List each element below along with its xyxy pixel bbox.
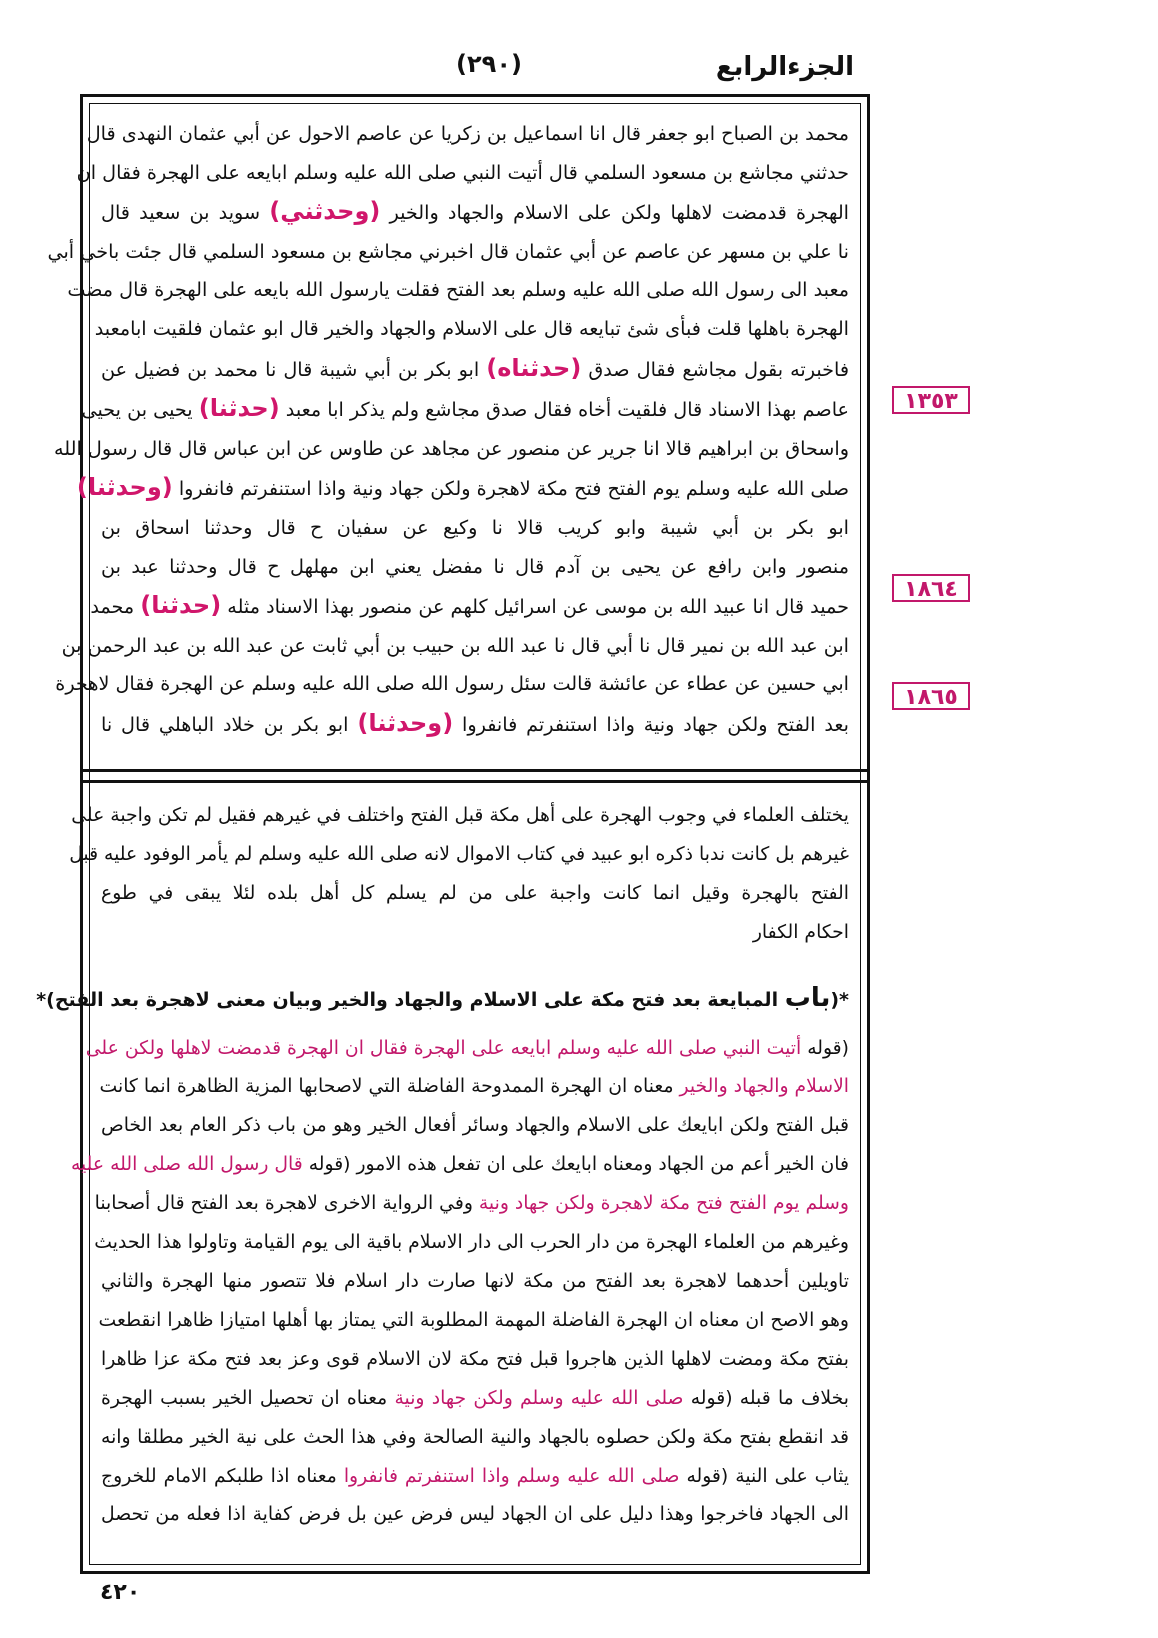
isnad-marker: (وحدثنا) [357, 708, 454, 737]
hadith-line [76, 154, 849, 193]
text-segment: تاويلين أحدهما لاهجرة بعد الفتح من مكة لانها صارت دار اسلام فلا تتصور منها الهجرة والثاني [101, 1270, 849, 1292]
text-segment: ابي حسين عن عطاء عن عائشة قالت سئل رسول الله صلى الله عليه وسلم عن الهجرة فقال لاهجرة [55, 672, 849, 696]
text-segment: ابو بكر بن أبي شيبة قال نا محمد بن فضيل عن [101, 357, 487, 381]
text-segment: فاخبرته بقول مجاشع فقال صدق [581, 357, 850, 381]
quoted-lemma: وسلم يوم الفتح فتح مكة لاهجرة ولكن جهاد ونية [478, 1193, 849, 1215]
hadith-line [67, 271, 849, 310]
commentary-line [101, 1341, 849, 1380]
chapter-title: *(باب المبايعة بعد فتح مكة على الاسلام والجهاد والخير وبيان معنى لاهجرة بعد الفتح)* [36, 982, 849, 1013]
text-segment: وفي الرواية الاخرى لاهجرة بعد الفتح قال أصحابنا [94, 1193, 479, 1215]
text-segment: عاصم بهذا الاسناد قال فلقيت أخاه فقال صدق مجاشع ولم يذكر ابا معبد [279, 398, 849, 422]
text-segment: بعد الفتح ولكن جهاد ونية واذا استنفرتم فانفروا [453, 712, 849, 736]
text-segment: صلى الله عليه وسلم يوم الفتح فتح مكة لاهجرة ولكن جهاد ونية واذا استنفرتم فانفروا [172, 477, 849, 501]
text-segment: ابن عبد الله بن نمير قال نا أبي قال نا عبد الله بن حبيب بن أبي ثابت عن عبد الله بن عبد الرحمن بن [61, 633, 849, 657]
chapter-title-text: المبايعة بعد فتح مكة على الاسلام والجهاد والخير وبيان معنى لاهجرة بعد الفتح [54, 988, 779, 1011]
text-segment: فان الخير أعم من الجهاد ومعناه ابايعك على ان تفعل هذه الامور (قوله [302, 1154, 849, 1176]
commentary-intro-line: الفتح بالهجرة وقيل انما كانت واجبة على من لم يسلم كل أهل بلده لئلا يبقى في طوع [101, 882, 849, 904]
hadith-line [101, 349, 849, 390]
hadith-text-block [47, 115, 850, 745]
hadith-line [101, 509, 849, 548]
hadith-line [61, 627, 849, 666]
hadith-line [90, 586, 849, 627]
hadith-line [86, 115, 849, 154]
text-segment: منصور وابن رافع عن يحيى بن آدم قال نا مفضل يعني ابن مهلهل ح قال وحدثنا عبد بن [101, 554, 849, 578]
text-segment: بخلاف ما قبله (قوله [683, 1387, 849, 1409]
commentary-block [36, 797, 849, 1535]
commentary-line [101, 1496, 849, 1535]
text-segment: معناه اذا طلبكم الامام للخروج [101, 1465, 344, 1487]
quoted-lemma: أتيت النبي صلى الله عليه وسلم ابايعه على الهجرة فقال ان الهجرة قدمضت لاهلها ولكن على [85, 1037, 802, 1059]
isnad-marker: (حدثنا) [140, 591, 222, 620]
text-segment: الهجرة باهلها قلت فبأى شئ تبايعه قال على الاسلام والجهاد والخير قال ابو عثمان فلقيت ابامعبد [94, 316, 849, 340]
text-segment: (قوله [801, 1037, 849, 1059]
text-segment: حميد قال انا عبيد الله بن موسى عن اسرائيل كلهم عن منصور بهذا الاسناد مثله [221, 595, 849, 619]
text-segment: حدثني مجاشع بن مسعود السلمي قال أتيت النبي صلى الله عليه وسلم ابايعه على الهجرة فقال ان [76, 160, 849, 184]
isnad-marker: (وحدثنا) [76, 473, 173, 502]
commentary-intro [69, 797, 849, 953]
commentary-line [101, 1419, 849, 1458]
text-segment: واسحاق بن ابراهيم قالا انا جرير عن منصور عن مجاهد عن طاوس عن ابن عباس قال قال رسول الله [54, 436, 849, 460]
commentary-line [94, 1185, 849, 1224]
quoted-lemma: قال رسول الله صلى الله عليه [70, 1154, 303, 1176]
quoted-lemma: صلى الله عليه وسلم ولكن جهاد ونية [394, 1387, 684, 1409]
text-segment: محمد بن الصباح ابو جعفر قال انا اسماعيل بن زكريا عن عاصم الاحول عن أبي عثمان النهدى قال [86, 122, 849, 145]
hadith-line [101, 704, 849, 745]
commentary-line [98, 1302, 849, 1341]
hadith-line [101, 548, 849, 587]
text-segment: وغيرهم من العلماء الهجرة من دار الحرب الى دار الاسلام باقية الى يوم القيامة وتاولوا هذا الحديث [94, 1232, 849, 1254]
text-segment: قبل الفتح ولكن ابايعك على الاسلام والجهاد وسائر أفعال الخير وهو من باب ذكر العام بعد الخاص [101, 1115, 849, 1137]
text-segment: معناه ان الهجرة الممدوحة الفاضلة التي لاصحابها المزية الظاهرة انما كانت [99, 1076, 680, 1098]
page-frame [36, 94, 870, 1574]
text-segment: يثاب على النية (قوله [679, 1465, 849, 1487]
commentary-line [101, 1107, 849, 1146]
page-number: (٢٩٠) [456, 50, 522, 78]
hadith-line [55, 665, 849, 704]
text-segment: معناه ان تحصيل الخير بسبب الهجرة [101, 1387, 395, 1409]
section-divider [83, 769, 867, 783]
hadith-line [47, 233, 849, 272]
hadith-number-box: ١٣٥٣ [892, 386, 970, 414]
running-header-volume: الجزءالرابع [715, 52, 854, 82]
commentary-line [101, 1263, 849, 1302]
text-segment: بفتح مكة ومضت لاهلها الذين هاجروا قبل فتح مكة لان الاسلام قوى وعز بعد فتح مكة عزا ظاهرا [101, 1348, 849, 1370]
isnad-marker: (وحدثني) [269, 197, 381, 226]
text-segment: ابو بكر بن خلاد الباهلي قال نا [101, 712, 358, 736]
commentary-line [94, 1224, 849, 1263]
quoted-lemma: صلى الله عليه وسلم واذا استنفرتم فانفروا [343, 1465, 680, 1487]
text-segment: معبد الى رسول الله صلى الله عليه وسلم بعد الفتح فقلت يارسول الله بايعه على الهجرة قال مضت [67, 278, 849, 302]
commentary-intro-line: غيرهم بل كانت ندبا ذكره ابو عبيد في كتاب الاموال لانه صلى الله عليه وسلم لم يأمر الوفود عليه قبل [69, 843, 849, 865]
hadith-line [101, 192, 849, 233]
commentary-line [101, 1380, 849, 1419]
commentary-intro-line: احكام الكفار [752, 921, 849, 943]
quoted-lemma: الاسلام والجهاد والخير [679, 1076, 849, 1098]
text-segment: ابو بكر بن أبي شيبة وابو كريب قالا نا وكيع عن سفيان ح قال وحدثنا اسحاق بن [101, 515, 849, 539]
text-segment: يحيى بن يحيى [81, 398, 199, 422]
isnad-marker: (حدثنا) [198, 394, 280, 423]
hadith-line [81, 389, 849, 430]
text-segment: نا علي بن مسهر عن عاصم عن أبي عثمان قال اخبرني مجاشع بن مسعود السلمي قال جئت باخي أبي [47, 239, 849, 263]
text-segment: الهجرة قدمضت لاهلها ولكن على الاسلام والجهاد والخير [380, 201, 849, 225]
hadith-line [76, 468, 849, 509]
hadith-number-box: ١٨٦٥ [892, 682, 970, 710]
commentary-line [70, 1146, 849, 1185]
chapter-bab-word: باب [784, 982, 831, 1013]
hadith-line [54, 430, 849, 469]
commentary-line [101, 1068, 849, 1107]
commentary-line [101, 1458, 849, 1497]
text-segment: وهو الاصح ان معناه ان الهجرة الفاضلة المهمة المطلوبة التي يمتاز بها أهلها امتيازا ظاهرا انقطعت [98, 1309, 849, 1331]
hadith-number-box: ١٨٦٤ [892, 574, 970, 602]
isnad-marker: (حدثناه) [486, 353, 582, 382]
commentary-line [85, 1030, 849, 1069]
text-segment: سويد بن سعيد قال [101, 201, 270, 225]
text-segment: محمد [90, 595, 141, 619]
footer-mark: ٤٢٠ [100, 1580, 141, 1605]
hadith-line [94, 310, 849, 349]
commentary-body [70, 1030, 849, 1536]
commentary-intro-line: يختلف العلماء في وجوب الهجرة على أهل مكة قبل الفتح واختلف في غيرهم فقيل لم تكن واجبة على [71, 805, 849, 826]
text-segment: قد انقطع بفتح مكة ولكن حصلوه بالجهاد والنية الصالحة وفي هذا الحث على نية الخير مطلقا وانه [101, 1426, 849, 1448]
text-segment: الى الجهاد فاخرجوا وهذا دليل على ان الجهاد ليس فرض عين بل فرض كفاية اذا فعله من تحصل [101, 1504, 849, 1526]
